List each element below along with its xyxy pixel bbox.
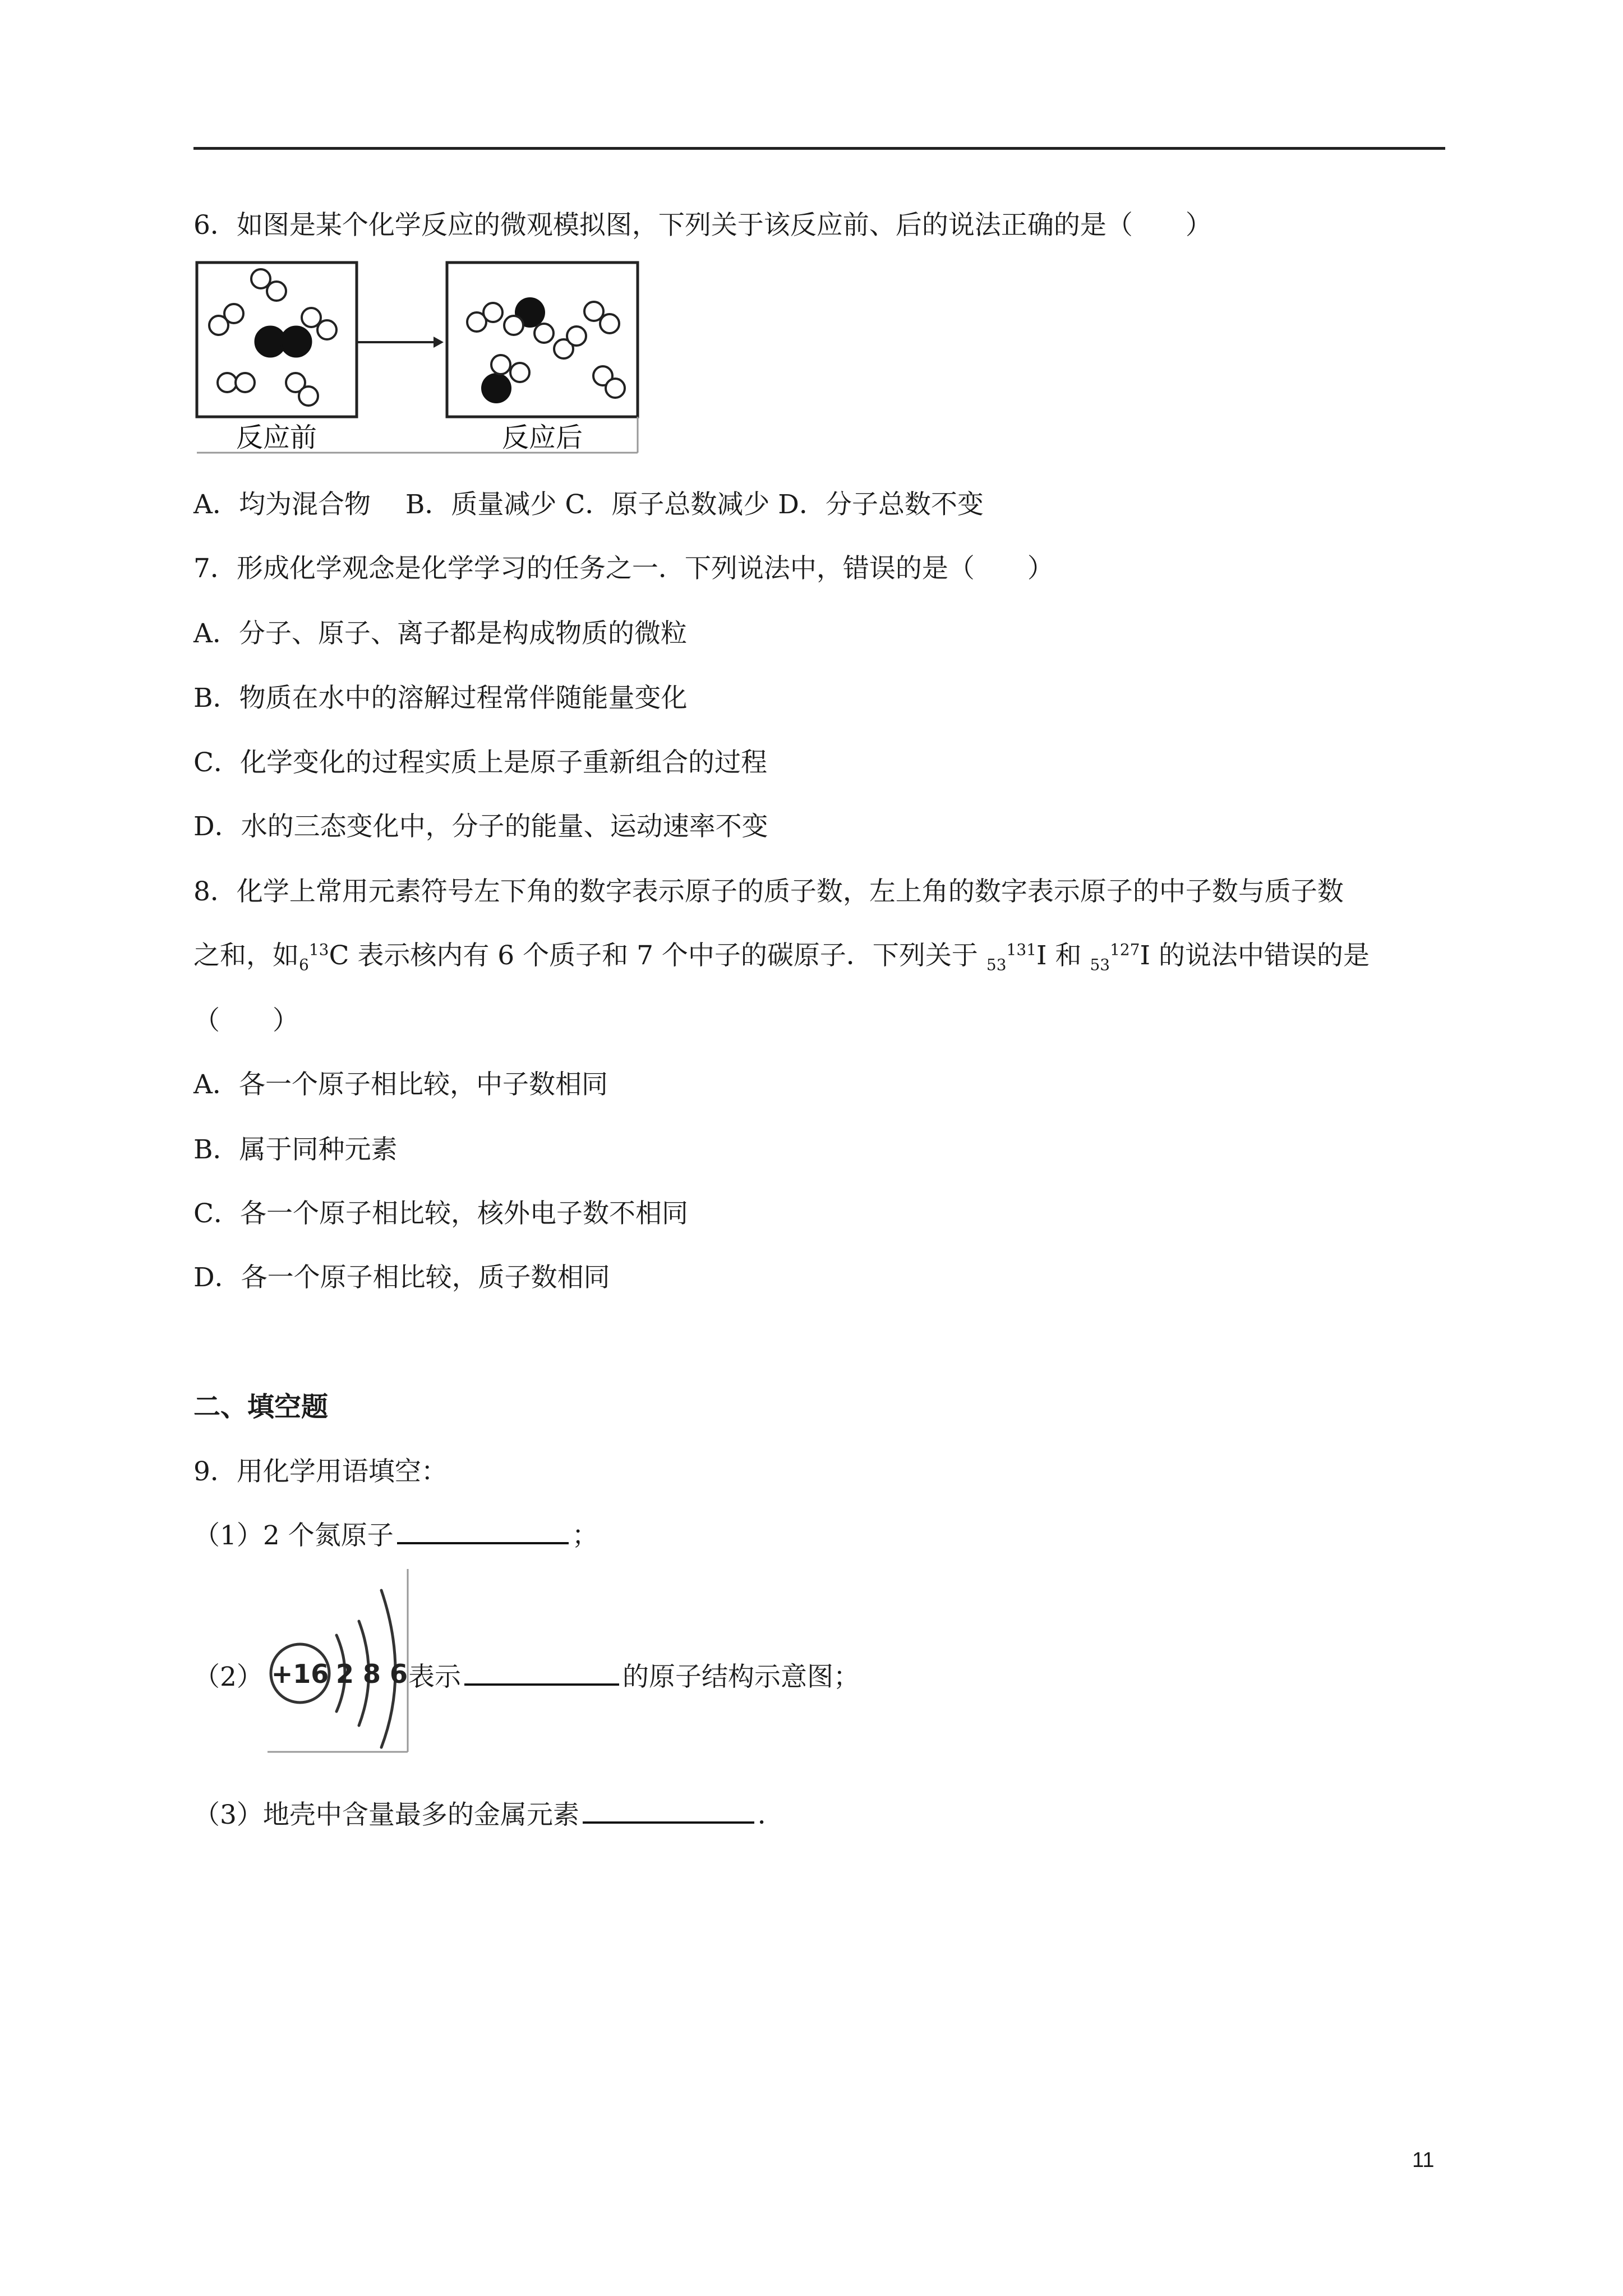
question-7-option-a: A．分子、原子、离子都是构成物质的微粒 bbox=[193, 618, 687, 649]
question-9-part-1: （1）2 个氮原子 ； bbox=[193, 1520, 598, 1551]
question-8-stem-line3: （ ） bbox=[193, 1005, 299, 1036]
after-label: 反应后 bbox=[501, 422, 583, 453]
reaction-micro-diagram bbox=[193, 259, 642, 462]
question-8-option-d: D．各一个原子相比较，质子数相同 bbox=[193, 1262, 610, 1293]
question-9-stem: 9．用化学用语填空： bbox=[193, 1456, 448, 1487]
section-heading: 二、填空题 bbox=[193, 1391, 329, 1423]
question-9-part-3: （3）地壳中含量最多的金属元素 ． bbox=[193, 1800, 784, 1830]
question-7-option-c: C．化学变化的过程实质上是原子重新组合的过程 bbox=[193, 747, 767, 778]
question-9-part-2-label: （2） bbox=[193, 1662, 263, 1692]
shell-2-electrons: 8 bbox=[362, 1659, 381, 1689]
page-number: 11 bbox=[1412, 2148, 1435, 2172]
question-6-stem: 6．如图是某个化学反应的微观模拟图，下列关于该反应前、后的说法正确的是（ ） bbox=[193, 210, 1212, 241]
question-8-stem-line1: 8．化学上常用元素符号左下角的数字表示原子的质子数，左上角的数字表示原子的中子数与质子数 bbox=[193, 876, 1344, 907]
before-label: 反应前 bbox=[236, 422, 317, 453]
answer-blank-3[interactable] bbox=[583, 1819, 754, 1824]
question-8-option-c: C．各一个原子相比较，核外电子数不相同 bbox=[193, 1198, 688, 1229]
answer-blank-2[interactable] bbox=[464, 1681, 619, 1686]
question-9-part-2-text: 表示 的原子结构示意图； bbox=[408, 1662, 860, 1692]
nucleus-charge: +16 bbox=[271, 1659, 329, 1689]
shell-1-electrons: 2 bbox=[335, 1659, 354, 1689]
sulfur-atom-structure-diagram bbox=[266, 1568, 412, 1753]
shell-3-electrons: 6 bbox=[389, 1659, 408, 1689]
question-7-option-b: B．物质在水中的溶解过程常伴随能量变化 bbox=[193, 683, 688, 714]
question-7-stem: 7．形成化学观念是化学学习的任务之一．下列说法中，错误的是（ ） bbox=[193, 553, 1054, 584]
before-o2-molecule bbox=[255, 326, 311, 357]
question-6-options: A．均为混合物 B．质量减少 C．原子总数减少 D．分子总数不变 bbox=[193, 489, 984, 520]
question-7-option-d: D．水的三态变化中，分子的能量、运动速率不变 bbox=[193, 811, 768, 842]
answer-blank-1[interactable] bbox=[397, 1540, 569, 1544]
question-8-stem-line2: 之和，如$_6^{13}$C 表示核内有 6 个质子和 7 个中子的碳原子．下列关于 $_{53}^{131}$I 和 $_{53}^{127}$I 的说法中错误的是 bbox=[193, 940, 1370, 974]
header-rule bbox=[193, 147, 1445, 150]
question-8-option-b: B．属于同种元素 bbox=[193, 1134, 398, 1165]
question-8-option-a: A．各一个原子相比较，中子数相同 bbox=[193, 1069, 608, 1100]
